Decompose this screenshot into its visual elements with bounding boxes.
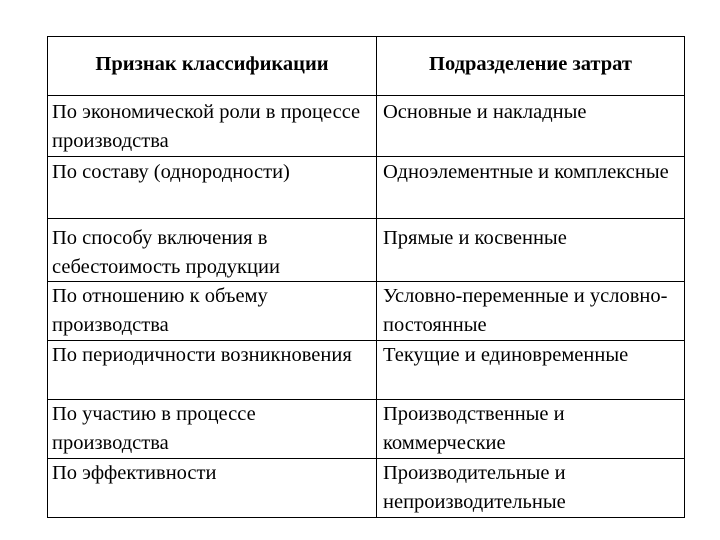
criterion-cell: По отношению к объему производства (48, 282, 377, 341)
table-row (48, 341, 685, 400)
table-row (48, 400, 685, 459)
division-cell: Основные и накладные (377, 96, 685, 157)
table-row (48, 157, 685, 219)
criterion-cell: По участию в процессе производства (48, 400, 377, 459)
criterion-cell: По эффективности (48, 459, 377, 518)
criterion-cell: По способу включения в себестоимость продукции (48, 219, 377, 282)
criterion-cell: По периодичности возникновения (48, 341, 377, 400)
division-cell: Текущие и единовременные (377, 341, 685, 400)
table-row (48, 282, 685, 341)
cost-classification-table (47, 36, 685, 518)
header-division: Подразделение затрат (377, 37, 685, 96)
table-row (48, 96, 685, 157)
table-row (48, 459, 685, 518)
division-cell: Одноэлементные и комплексные (377, 157, 685, 219)
table-header-row (48, 37, 685, 96)
division-cell: Производственные и коммерческие (377, 400, 685, 459)
division-cell: Условно-переменные и условно-постоянные (377, 282, 685, 341)
criterion-cell: По составу (однородности) (48, 157, 377, 219)
criterion-cell: По экономической роли в процессе производства (48, 96, 377, 157)
division-cell: Производительные и непроизводительные (377, 459, 685, 518)
table-row (48, 219, 685, 282)
division-cell: Прямые и косвенные (377, 219, 685, 282)
header-criterion: Признак классификации (48, 37, 377, 96)
